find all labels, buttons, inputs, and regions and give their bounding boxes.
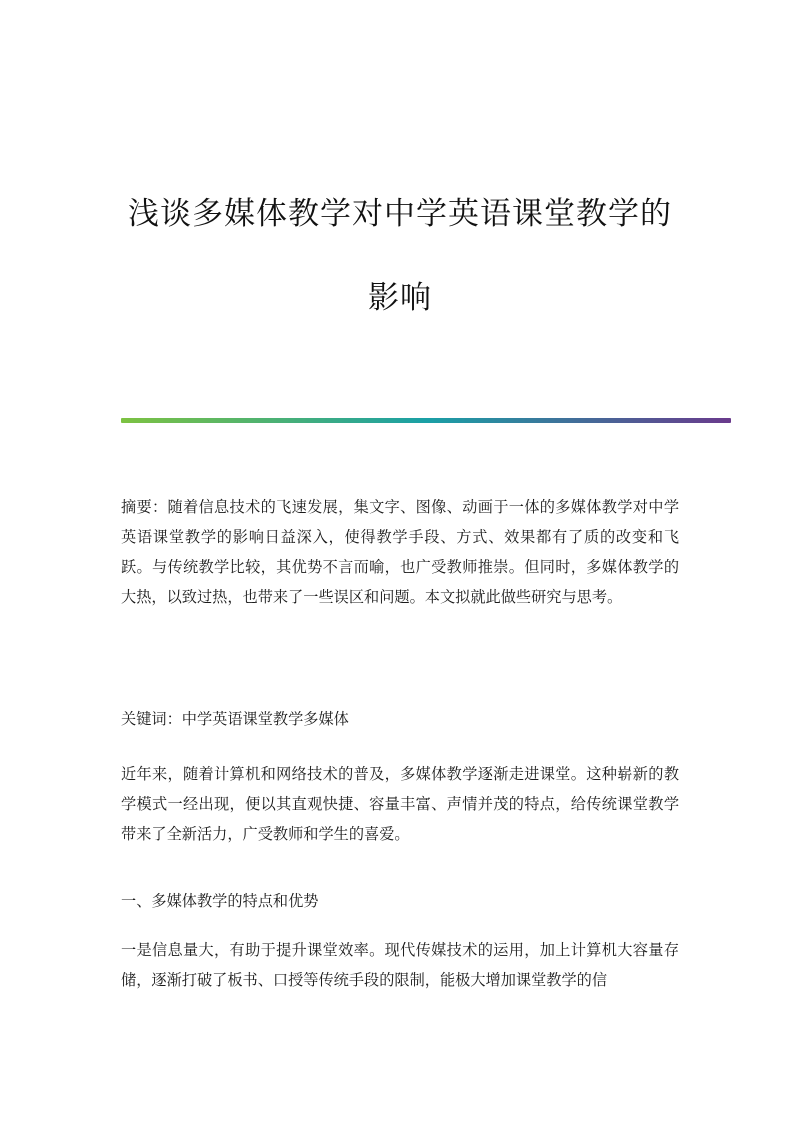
document-title-line-1: 浅谈多媒体教学对中学英语课堂教学的 xyxy=(128,196,672,232)
keywords-line: 关键词：中学英语课堂教学多媒体 xyxy=(121,710,349,728)
document-title-line-2: 影响 xyxy=(368,280,432,316)
section-heading: 一、多媒体教学的特点和优势 xyxy=(121,892,319,910)
title-divider xyxy=(121,418,731,423)
intro-paragraph: 近年来，随着计算机和网络技术的普及，多媒体教学逐渐走进课堂。这种崭新的教学模式一经出现，便以其直观快捷、容量丰富、声情并茂的特点，给传统课堂教学带来了全新活力，广受教师和学生的喜爱。 xyxy=(121,765,679,843)
abstract-paragraph: 摘要：随着信息技术的飞速发展，集文字、图像、动画于一体的多媒体教学对中学英语课堂教学的影响日益深入，使得教学手段、方式、效果都有了质的改变和飞跃。与传统教学比较，其优势不言而喻，也广受教师推崇。但同时，多媒体教学的大热，以致过热，也带来了一些误区和问题。本文拟就此做些研究与思考。 xyxy=(121,498,679,606)
section-paragraph: 一是信息量大，有助于提升课堂效率。现代传媒技术的运用，加上计算机大容量存储，逐渐打破了板书、口授等传统手段的限制，能极大增加课堂教学的信 xyxy=(121,941,679,989)
